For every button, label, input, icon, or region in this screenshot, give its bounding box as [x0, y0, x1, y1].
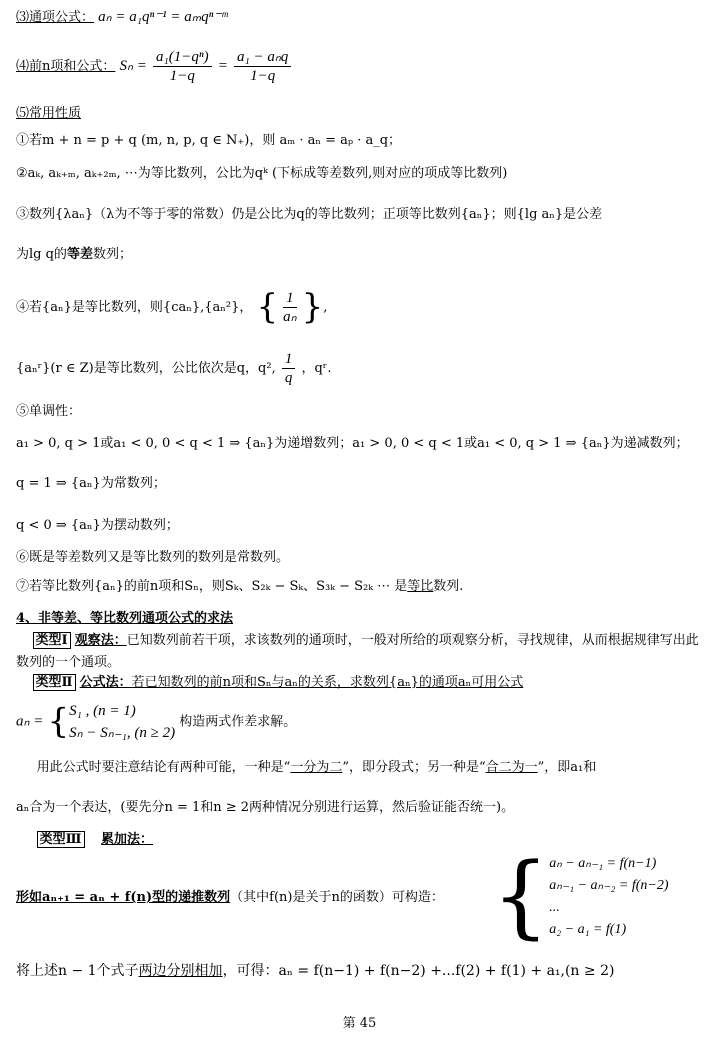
property-5c: q < 0 ⇒ {aₙ}为摆动数列；	[16, 518, 179, 533]
denominator: q	[284, 370, 293, 386]
case-1: aₙ − aₙ₋₁ = f(n−1)	[549, 856, 657, 871]
type-box: 类型Ⅱ	[33, 674, 76, 691]
underlined-text: 一分为二	[290, 760, 343, 775]
description: 已知数列前若干项，求该数列的通项时，一般对所给的项观察分析，寻找规律，从而根据规律写出此数列的一个通项。	[16, 633, 699, 670]
underlined-text: 两边分别相加	[138, 963, 223, 979]
property-5a: a₁ > 0, q > 1或a₁ < 0, 0 < q < 1 ⇒ {aₙ}为递增数列；a₁ > 0, 0 < q < 1或a₁ < 0, q > 1 ⇒ {aₙ}为递减数列；	[16, 436, 689, 451]
fraction	[282, 350, 296, 387]
numerator: a₁ − aₙq	[234, 48, 291, 67]
page-number: 第 45	[342, 1016, 377, 1031]
denominator: aₙ	[283, 308, 297, 325]
method-name: 观察法：	[74, 633, 127, 648]
property-4a: ④若{aₙ}是等比数列，则{caₙ},{aₙ²}， { $\frac{1}{\text{aₙ}}$ },	[16, 287, 328, 327]
text: 为lg q的	[16, 247, 67, 262]
text: 数列；	[92, 247, 132, 262]
text: 数列.	[433, 579, 464, 594]
type-2-note-2: aₙ合为一个表达，(要先分n = 1和n ≥ 2两种情况分别进行运算，然后验证能否统一)。	[16, 800, 515, 815]
lhs: Sₙ =	[119, 58, 147, 74]
type-3-cases	[492, 844, 669, 949]
cases	[549, 853, 668, 941]
method-name: 公式法：	[79, 675, 132, 690]
fraction	[280, 289, 299, 326]
fraction-2	[234, 48, 291, 85]
type-3	[16, 832, 153, 848]
bold-text: 等差	[66, 247, 93, 262]
property-6: ⑥既是等差数列又是等比数列的数列是常数列。	[16, 550, 290, 565]
text: {aₙʳ}(r ∈ Z)是等比数列，公比依次是q，q²,	[16, 361, 276, 376]
property-5: ⑤单调性：	[16, 404, 82, 419]
property-2: ②aₖ, aₖ₊ₘ, aₖ₊₂ₘ, ⋯为等比数列，公比为qᵏ (下标成等差数列,则对应的项成等比数列)	[16, 166, 508, 181]
text: ⑦若等比数列{aₙ}的前n项和Sₙ，则Sₖ、S₂ₖ − Sₖ、S₃ₖ − S₂ₖ ⋯ 是	[16, 579, 408, 594]
property-3a: ③数列{λaₙ}（λ为不等于零的常数）仍是公比为q的等比数列；正项等比数列{aₙ}；则{lg aₙ}是公差	[16, 207, 603, 222]
equals: =	[217, 58, 228, 74]
form-text: 形如aₙ₊₁ = aₙ + f(n)型的递推数列	[16, 890, 231, 905]
numerator: 1	[283, 289, 297, 308]
brace-right: }	[301, 287, 324, 327]
denominator: 1−q	[169, 68, 195, 84]
text: 将上述n − 1个式子	[16, 963, 139, 979]
case-2: aₙ₋₁ − aₙ₋₂ = f(n−2)	[549, 878, 669, 893]
property-1: ①若m + n = p + q (m, n, p, q ∈ N₊)，则 aₘ · aₙ = aₚ · a_q；	[16, 133, 402, 148]
formula: aₙ = a₁qⁿ⁻¹ = aₘqⁿ⁻ᵐ	[98, 9, 228, 25]
brace: {	[47, 701, 70, 742]
text: ，qʳ.	[301, 361, 332, 376]
tail: 构造两式作差求解。	[179, 714, 297, 730]
type-box: 类型Ⅰ	[33, 632, 71, 649]
label: ⑷前n项和公式：	[16, 59, 116, 74]
property-3b	[16, 247, 132, 263]
section-4-title: 4、非等差、等比数列通项公式的求法	[16, 611, 234, 626]
property-7	[16, 579, 463, 595]
case-2: Sₙ − Sₙ₋₁, (n ≥ 2)	[69, 725, 176, 741]
brace: {	[492, 844, 550, 949]
text: （其中f(n)是关于n的函数）可构造：	[230, 890, 444, 905]
type-3-form	[16, 890, 444, 906]
property-4b	[16, 350, 331, 387]
section-properties: ⑸常用性质	[16, 106, 82, 121]
type-box: 类型Ⅲ	[37, 831, 85, 848]
formula-sum	[16, 48, 293, 85]
case-1: S₁ , (n = 1)	[69, 703, 136, 719]
fraction-1	[153, 48, 212, 85]
type-3-sum	[16, 963, 614, 980]
cases	[69, 700, 175, 744]
underlined-text: 等比	[407, 579, 434, 594]
property-5b: q = 1 ⇒ {aₙ}为常数列；	[16, 476, 166, 491]
type-2-note-1	[16, 760, 596, 776]
text: ，可得：aₙ = f(n−1) + f(n−2) +...f(2) + f(1) + a₁,(n ≥ 2)	[222, 963, 615, 979]
numerator: a₁(1−qⁿ)	[153, 48, 212, 67]
lhs: aₙ =	[16, 713, 44, 730]
type-2	[16, 675, 523, 691]
description: 若已知数列的前n项和Sₙ与aₙ的关系，求数列{aₙ}的通项aₙ可用公式	[131, 675, 524, 690]
brace-left: {	[256, 287, 279, 327]
type-2-formula	[16, 700, 296, 744]
case-3: ...	[549, 900, 560, 915]
underlined-text: 合二为一	[485, 760, 538, 775]
text: ”，即a₁和	[537, 760, 597, 775]
label: ⑶通项公式：	[16, 10, 95, 25]
case-4: a₂ − a₁ = f(1)	[549, 922, 627, 937]
formula-general-term	[16, 8, 227, 26]
type-1	[16, 630, 706, 674]
text: 用此公式时要注意结论有两种可能，一种是“	[36, 760, 291, 775]
text: ④若{aₙ}是等比数列，则{caₙ},{aₙ²}，	[16, 299, 253, 315]
text: ”，即分段式；另一种是“	[342, 760, 486, 775]
numerator: 1	[282, 350, 296, 369]
denominator: 1−q	[250, 68, 276, 84]
method-name: 累加法：	[101, 832, 154, 847]
